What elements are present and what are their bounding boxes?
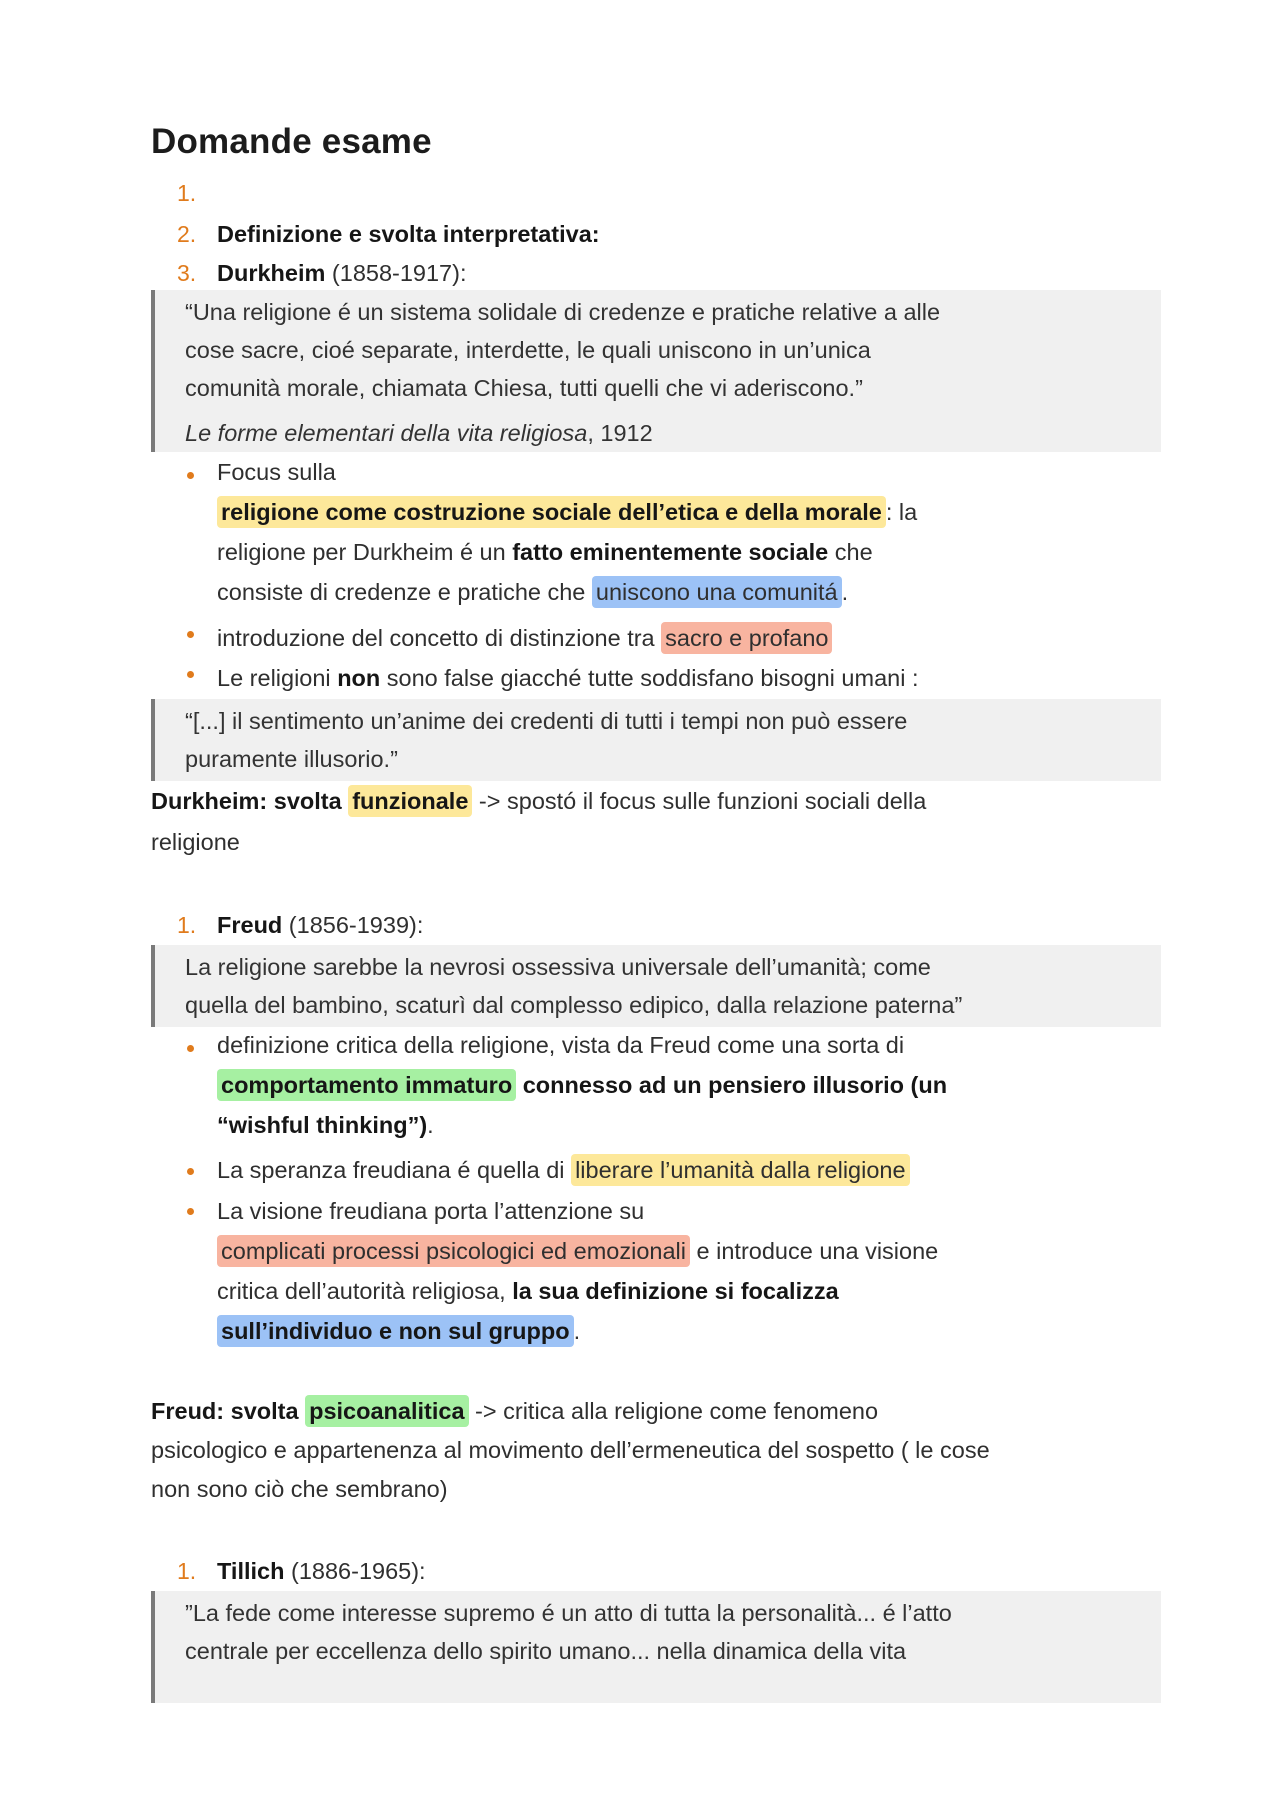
- bold-text: “wishful thinking”): [217, 1112, 428, 1138]
- list-number: 1.: [177, 1558, 197, 1584]
- bullet-text: religione per Durkheim é un: [217, 539, 513, 565]
- list-item: [151, 214, 1161, 254]
- bullet-text: definizione critica della religione, vista da Freud come una sorta di: [217, 1032, 905, 1058]
- bullet-icon: [187, 631, 197, 641]
- bullet-text: .: [573, 1318, 581, 1344]
- bullet-text: Focus sulla: [217, 459, 336, 485]
- summary-paragraph: [151, 1392, 1161, 1509]
- list-item: [151, 905, 1161, 945]
- summary-paragraph: [151, 781, 1161, 863]
- summary-label: Freud: svolta: [151, 1398, 306, 1424]
- summary-text: religione: [151, 829, 240, 855]
- author-name: Freud: [217, 912, 283, 938]
- bullet-icon: [187, 1045, 197, 1055]
- summary-text: psicologico e appartenenza al movimento dell’ermeneutica del sospetto ( le cose: [151, 1437, 990, 1463]
- bold-text: non: [337, 665, 381, 691]
- author-years: (1858-1917):: [325, 260, 467, 286]
- quote-source: [185, 414, 1161, 452]
- list-number: 1.: [177, 180, 197, 206]
- source-year: , 1912: [587, 420, 653, 446]
- blockquote: [151, 699, 1161, 781]
- list-number: 1.: [177, 912, 197, 938]
- bullet-text: e introduce una visione: [690, 1238, 939, 1264]
- quote-line: La religione sarebbe la nevrosi ossessiva universale dell’umanità; come: [185, 954, 931, 980]
- author-years: (1856-1939):: [282, 912, 424, 938]
- author-years: (1886-1965):: [284, 1558, 426, 1584]
- bullet-text: .: [427, 1112, 434, 1138]
- item-heading: Definizione e svolta interpretativa:: [217, 221, 600, 247]
- author-name: Tillich: [217, 1558, 285, 1584]
- highlight-green: psicoanalitica: [305, 1395, 468, 1427]
- bullet-item: [217, 1025, 1077, 1145]
- bullet-icon: [187, 671, 197, 681]
- bullet-text: .: [841, 579, 849, 605]
- highlight-blue: sull’individuo e non sul gruppo: [217, 1315, 574, 1347]
- summary-text: non sono ciò che sembrano): [151, 1476, 448, 1502]
- bullet-text: La visione freudiana porta l’attenzione su: [217, 1198, 645, 1224]
- highlight-blue: uniscono una comunitá: [592, 576, 842, 608]
- bullet-item: [217, 1191, 1077, 1351]
- bullet-item: [217, 1150, 1077, 1190]
- author-name: Durkheim: [217, 260, 326, 286]
- bullet-text: sono false giacché tutte soddisfano bisogni umani :: [380, 665, 919, 691]
- bullet-text: Le religioni: [217, 665, 338, 691]
- highlight-salmon: sacro e profano: [661, 622, 832, 654]
- highlight-salmon: complicati processi psicologici ed emozionali: [217, 1235, 690, 1267]
- highlight-yellow: liberare l’umanità dalla religione: [571, 1154, 910, 1186]
- bold-text: connesso ad un pensiero illusorio (un: [516, 1072, 948, 1098]
- summary-text: -> critica alla religione come fenomeno: [468, 1398, 879, 1424]
- list-item: [151, 173, 1161, 213]
- bullet-text: che: [828, 539, 873, 565]
- bullet-text: introduzione del concetto di distinzione tra: [217, 625, 662, 651]
- bullet-text: : la: [885, 499, 918, 525]
- highlight-yellow: religione come costruzione sociale dell’etica e della morale: [217, 496, 886, 528]
- blockquote: [151, 945, 1161, 1027]
- bullet-text: La speranza freudiana é quella di: [217, 1157, 572, 1183]
- quote-line: cose sacre, cioé separate, interdette, le quali uniscono in un’unica: [185, 337, 871, 363]
- list-number: 2.: [177, 221, 197, 247]
- highlight-green: comportamento immaturo: [217, 1069, 516, 1101]
- quote-line: ”La fede come interesse supremo é un atto di tutta la personalità... é l’atto: [185, 1600, 952, 1626]
- bullet-icon: [187, 472, 197, 482]
- quote-line: centrale per eccellenza dello spirito umano... nella dinamica della vita: [185, 1638, 907, 1664]
- bullet-icon: [187, 1208, 197, 1218]
- bullet-item: [217, 658, 1077, 698]
- source-title: Le forme elementari della vita religiosa: [185, 420, 588, 446]
- list-item: [151, 253, 1161, 293]
- blockquote: [151, 1591, 1161, 1703]
- bullet-item: [217, 618, 1077, 658]
- list-item: [151, 1551, 1161, 1591]
- quote-line: “Una religione é un sistema solidale di credenze e pratiche relative a alle: [185, 299, 941, 325]
- bullet-text: critica dell’autorità religiosa,: [217, 1278, 513, 1304]
- quote-line: puramente illusorio.”: [185, 746, 398, 772]
- quote-line: quella del bambino, scaturì dal complesso edipico, dalla relazione paterna”: [185, 992, 963, 1018]
- bullet-icon: [187, 1168, 197, 1178]
- bullet-text: consiste di credenze e pratiche che: [217, 579, 592, 605]
- quote-line: comunità morale, chiamata Chiesa, tutti quelli che vi aderiscono.”: [185, 375, 863, 401]
- bold-text: fatto eminentemente sociale: [512, 539, 829, 565]
- bold-text: la sua definizione si focalizza: [512, 1278, 839, 1304]
- bullet-item: [217, 452, 1077, 612]
- quote-line: “[...] il sentimento un’anime dei credenti di tutti i tempi non può essere: [185, 708, 908, 734]
- list-number: 3.: [177, 260, 197, 286]
- summary-label: Durkheim: svolta: [151, 788, 349, 814]
- page-title: Domande esame: [151, 122, 432, 161]
- blockquote: [151, 290, 1161, 452]
- highlight-yellow: funzionale: [348, 785, 472, 817]
- summary-text: -> spostó il focus sulle funzioni sociali della: [472, 788, 927, 814]
